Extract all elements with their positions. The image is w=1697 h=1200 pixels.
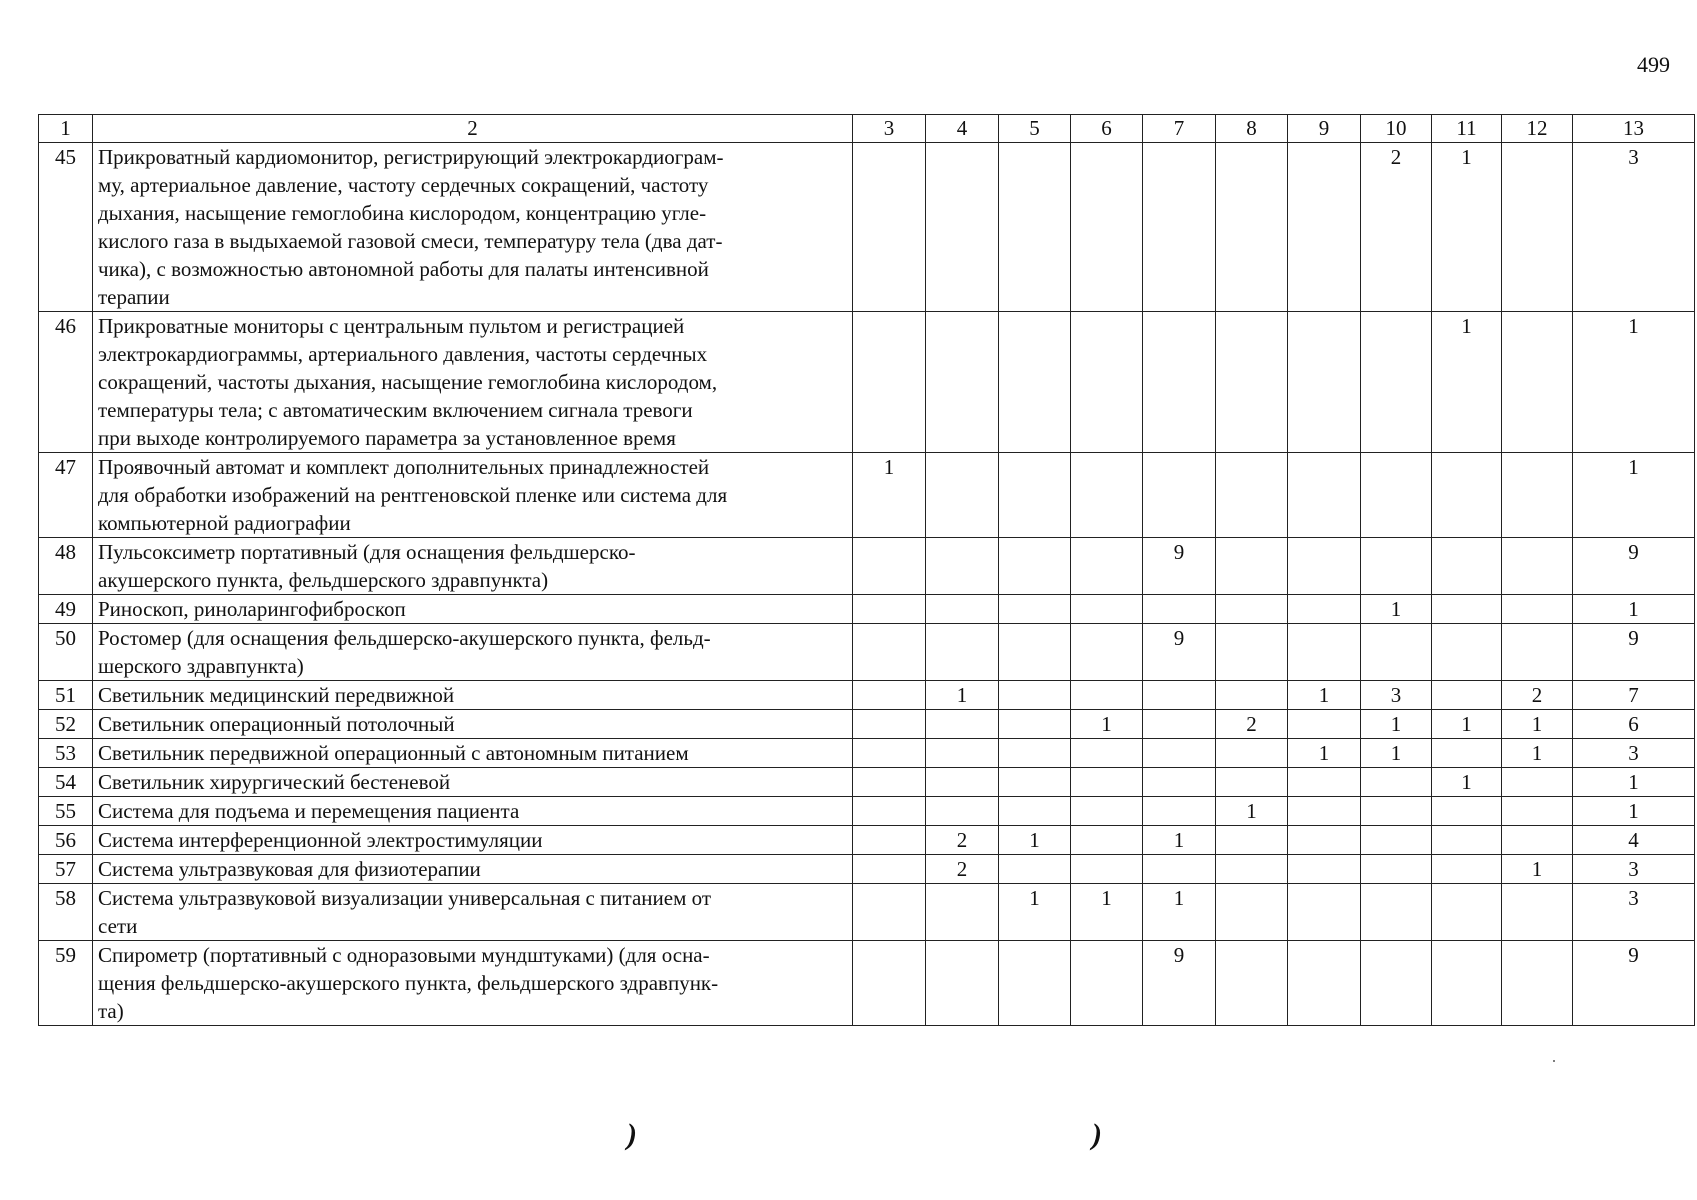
- row-number: 57: [39, 855, 93, 884]
- quantity-cell: [999, 739, 1071, 768]
- quantity-cell: [1288, 143, 1361, 312]
- description-line: Проявочный автомат и комплект дополнительных принадлежностей: [98, 455, 710, 479]
- quantity-cell: [1288, 312, 1361, 453]
- quantity-cell: 1: [999, 826, 1071, 855]
- quantity-cell: [999, 710, 1071, 739]
- quantity-cell: [1432, 538, 1502, 595]
- description-line: щения фельдшерско-акушерского пункта, фельдшерского здравпунк-: [98, 971, 719, 995]
- table-body: [39, 143, 1695, 1026]
- quantity-cell: [1071, 453, 1143, 538]
- quantity-cell: 2: [926, 855, 999, 884]
- quantity-cell: 1: [1071, 710, 1143, 739]
- quantity-cell: [1143, 710, 1216, 739]
- column-number-header: 10: [1361, 115, 1432, 143]
- quantity-cell: [999, 453, 1071, 538]
- description-line: компьютерной радиографии: [98, 511, 351, 535]
- quantity-cell: [1143, 739, 1216, 768]
- total-quantity-cell: 1: [1573, 768, 1695, 797]
- column-number-header: 2: [93, 115, 853, 143]
- column-number-header: 8: [1216, 115, 1288, 143]
- quantity-cell: [1361, 538, 1432, 595]
- description-line: акушерского пункта, фельдшерского здравпункта): [98, 568, 549, 592]
- equipment-table: [38, 114, 1695, 1026]
- quantity-cell: [1288, 884, 1361, 941]
- table-row: [39, 855, 1695, 884]
- row-number: 54: [39, 768, 93, 797]
- table-row: [39, 941, 1695, 1026]
- quantity-cell: [1216, 855, 1288, 884]
- quantity-cell: [926, 739, 999, 768]
- quantity-cell: 1: [1432, 143, 1502, 312]
- description-line: Светильник хирургический бестеневой: [98, 770, 451, 794]
- quantity-cell: [926, 453, 999, 538]
- quantity-cell: 3: [1361, 681, 1432, 710]
- equipment-description: [93, 595, 853, 624]
- column-number-header: 7: [1143, 115, 1216, 143]
- quantity-cell: [1071, 826, 1143, 855]
- quantity-cell: [999, 538, 1071, 595]
- description-line: му, артериальное давление, частоту сердечных сокращений, частоту: [98, 173, 709, 197]
- quantity-cell: 1: [999, 884, 1071, 941]
- quantity-cell: [1432, 884, 1502, 941]
- total-quantity-cell: 1: [1573, 453, 1695, 538]
- quantity-cell: [999, 595, 1071, 624]
- column-number-header: 12: [1502, 115, 1573, 143]
- quantity-cell: [853, 143, 926, 312]
- table-row: [39, 797, 1695, 826]
- quantity-cell: [1216, 624, 1288, 681]
- equipment-description: [93, 681, 853, 710]
- quantity-cell: [1502, 595, 1573, 624]
- quantity-cell: [1502, 826, 1573, 855]
- quantity-cell: [1143, 312, 1216, 453]
- total-quantity-cell: 1: [1573, 797, 1695, 826]
- total-quantity-cell: 9: [1573, 941, 1695, 1026]
- quantity-cell: [1071, 768, 1143, 797]
- table-row: [39, 624, 1695, 681]
- equipment-description: [93, 453, 853, 538]
- quantity-cell: [1361, 941, 1432, 1026]
- description-line: терапии: [98, 285, 170, 309]
- quantity-cell: 1: [1361, 710, 1432, 739]
- equipment-description: [93, 710, 853, 739]
- quantity-cell: [853, 739, 926, 768]
- total-quantity-cell: 4: [1573, 826, 1695, 855]
- quantity-cell: 1: [853, 453, 926, 538]
- quantity-cell: [999, 855, 1071, 884]
- quantity-cell: [853, 710, 926, 739]
- quantity-cell: [1361, 884, 1432, 941]
- quantity-cell: 2: [926, 826, 999, 855]
- row-number: 49: [39, 595, 93, 624]
- description-line: Светильник операционный потолочный: [98, 712, 455, 736]
- quantity-cell: [1288, 710, 1361, 739]
- quantity-cell: [1216, 595, 1288, 624]
- total-quantity-cell: 6: [1573, 710, 1695, 739]
- table-row: [39, 681, 1695, 710]
- equipment-description: [93, 884, 853, 941]
- quantity-cell: [1288, 595, 1361, 624]
- quantity-cell: [1071, 681, 1143, 710]
- quantity-cell: [1143, 797, 1216, 826]
- quantity-cell: 1: [1432, 710, 1502, 739]
- column-number-header: 6: [1071, 115, 1143, 143]
- quantity-cell: [999, 768, 1071, 797]
- table-row: [39, 538, 1695, 595]
- quantity-cell: [1361, 826, 1432, 855]
- quantity-cell: [1216, 312, 1288, 453]
- quantity-cell: [999, 624, 1071, 681]
- quantity-cell: [853, 941, 926, 1026]
- quantity-cell: 1: [1502, 710, 1573, 739]
- quantity-cell: 1: [1432, 768, 1502, 797]
- quantity-cell: 9: [1143, 941, 1216, 1026]
- column-number-header: 3: [853, 115, 926, 143]
- quantity-cell: 2: [1361, 143, 1432, 312]
- quantity-cell: [853, 312, 926, 453]
- quantity-cell: [1502, 143, 1573, 312]
- equipment-description: [93, 768, 853, 797]
- quantity-cell: [1502, 538, 1573, 595]
- description-line: Система интерференционной электростимуляции: [98, 828, 543, 852]
- quantity-cell: [1432, 797, 1502, 826]
- equipment-description: [93, 739, 853, 768]
- quantity-cell: [1432, 624, 1502, 681]
- quantity-cell: [926, 768, 999, 797]
- quantity-cell: [1502, 941, 1573, 1026]
- equipment-description: [93, 312, 853, 453]
- quantity-cell: [1143, 855, 1216, 884]
- quantity-cell: [1216, 826, 1288, 855]
- equipment-description: [93, 941, 853, 1026]
- column-number-header: 5: [999, 115, 1071, 143]
- total-quantity-cell: 9: [1573, 624, 1695, 681]
- quantity-cell: 1: [1143, 826, 1216, 855]
- quantity-cell: [1288, 797, 1361, 826]
- quantity-cell: [926, 143, 999, 312]
- description-line: Светильник передвижной операционный с автономным питанием: [98, 741, 689, 765]
- quantity-cell: [853, 855, 926, 884]
- quantity-cell: [926, 797, 999, 826]
- table-row: [39, 884, 1695, 941]
- quantity-cell: [1361, 312, 1432, 453]
- description-line: сети: [98, 914, 138, 938]
- quantity-cell: [1502, 884, 1573, 941]
- quantity-cell: [1288, 941, 1361, 1026]
- quantity-cell: [853, 595, 926, 624]
- quantity-cell: 1: [1288, 681, 1361, 710]
- row-number: 59: [39, 941, 93, 1026]
- quantity-cell: [1071, 941, 1143, 1026]
- quantity-cell: [1432, 681, 1502, 710]
- quantity-cell: 1: [1361, 595, 1432, 624]
- row-number: 51: [39, 681, 93, 710]
- total-quantity-cell: 3: [1573, 143, 1695, 312]
- quantity-cell: [853, 826, 926, 855]
- total-quantity-cell: 3: [1573, 739, 1695, 768]
- quantity-cell: [1288, 855, 1361, 884]
- quantity-cell: [1216, 884, 1288, 941]
- quantity-cell: [926, 710, 999, 739]
- quantity-cell: [999, 143, 1071, 312]
- column-number-header: 13: [1573, 115, 1695, 143]
- quantity-cell: 1: [1502, 739, 1573, 768]
- quantity-cell: [1288, 453, 1361, 538]
- quantity-cell: [1071, 312, 1143, 453]
- description-line: дыхания, насыщение гемоглобина кислородом, концентрацию угле-: [98, 201, 707, 225]
- quantity-cell: [1361, 855, 1432, 884]
- total-quantity-cell: 3: [1573, 855, 1695, 884]
- quantity-cell: [1288, 624, 1361, 681]
- quantity-cell: 9: [1143, 624, 1216, 681]
- description-line: шерского здравпункта): [98, 654, 304, 678]
- row-number: 46: [39, 312, 93, 453]
- quantity-cell: [1216, 538, 1288, 595]
- quantity-cell: [999, 312, 1071, 453]
- quantity-cell: [1361, 624, 1432, 681]
- table-row: [39, 826, 1695, 855]
- description-line: Пульсоксиметр портативный (для оснащения фельдшерско-: [98, 540, 636, 564]
- quantity-cell: [1216, 143, 1288, 312]
- row-number: 58: [39, 884, 93, 941]
- quantity-cell: [1432, 941, 1502, 1026]
- quantity-cell: [853, 797, 926, 826]
- equipment-description: [93, 624, 853, 681]
- quantity-cell: 1: [1143, 884, 1216, 941]
- quantity-cell: [926, 595, 999, 624]
- quantity-cell: [1361, 797, 1432, 826]
- quantity-cell: [1502, 453, 1573, 538]
- quantity-cell: [1216, 768, 1288, 797]
- table-row: [39, 595, 1695, 624]
- quantity-cell: [1502, 624, 1573, 681]
- quantity-cell: [999, 941, 1071, 1026]
- description-line: та): [98, 999, 124, 1023]
- description-line: Система ультразвуковой визуализации универсальная с питанием от: [98, 886, 712, 910]
- quantity-cell: [1143, 595, 1216, 624]
- total-quantity-cell: 3: [1573, 884, 1695, 941]
- quantity-cell: [926, 624, 999, 681]
- description-line: Риноскоп, риноларингофиброскоп: [98, 597, 406, 621]
- page-number: 499: [1637, 52, 1670, 77]
- stray-mark: ): [627, 1118, 637, 1151]
- equipment-description: [93, 797, 853, 826]
- quantity-cell: 1: [1071, 884, 1143, 941]
- description-line: сокращений, частоты дыхания, насыщение гемоглобина кислородом,: [98, 370, 718, 394]
- description-line: при выходе контролируемого параметра за установленное время: [98, 426, 676, 450]
- row-number: 48: [39, 538, 93, 595]
- description-line: для обработки изображений на рентгеновской пленке или система для: [98, 483, 728, 507]
- quantity-cell: [1288, 538, 1361, 595]
- table-row: [39, 453, 1695, 538]
- quantity-cell: [853, 538, 926, 595]
- speck-mark: [1553, 1060, 1555, 1062]
- stray-mark: ): [1092, 1118, 1102, 1151]
- quantity-cell: 9: [1143, 538, 1216, 595]
- quantity-cell: [1432, 855, 1502, 884]
- quantity-cell: [1432, 595, 1502, 624]
- quantity-cell: [1432, 453, 1502, 538]
- quantity-cell: [1071, 855, 1143, 884]
- total-quantity-cell: 7: [1573, 681, 1695, 710]
- row-number: 52: [39, 710, 93, 739]
- description-line: Спирометр (портативный с одноразовыми мундштуками) (для осна-: [98, 943, 710, 967]
- quantity-cell: [1216, 941, 1288, 1026]
- description-line: Система ультразвуковая для физиотерапии: [98, 857, 481, 881]
- description-line: чика), с возможностью автономной работы для палаты интенсивной: [98, 257, 709, 281]
- equipment-description: [93, 855, 853, 884]
- quantity-cell: [926, 312, 999, 453]
- description-line: Прикроватные мониторы с центральным пультом и регистрацией: [98, 314, 685, 338]
- quantity-cell: [1216, 453, 1288, 538]
- column-number-header: 1: [39, 115, 93, 143]
- quantity-cell: 1: [1502, 855, 1573, 884]
- row-number: 47: [39, 453, 93, 538]
- table-row: [39, 143, 1695, 312]
- table-row: [39, 312, 1695, 453]
- quantity-cell: [1502, 768, 1573, 797]
- quantity-cell: [926, 538, 999, 595]
- description-line: Ростомер (для оснащения фельдшерско-акушерского пункта, фельд-: [98, 626, 711, 650]
- quantity-cell: [1071, 143, 1143, 312]
- row-number: 45: [39, 143, 93, 312]
- quantity-cell: [1071, 624, 1143, 681]
- quantity-cell: [1143, 143, 1216, 312]
- quantity-cell: 1: [1432, 312, 1502, 453]
- equipment-description: [93, 538, 853, 595]
- quantity-cell: [1071, 538, 1143, 595]
- quantity-cell: [926, 941, 999, 1026]
- quantity-cell: [1288, 826, 1361, 855]
- quantity-cell: [1361, 768, 1432, 797]
- quantity-cell: [1216, 739, 1288, 768]
- row-number: 55: [39, 797, 93, 826]
- quantity-cell: [1143, 453, 1216, 538]
- quantity-cell: [926, 884, 999, 941]
- table-row: [39, 768, 1695, 797]
- quantity-cell: [1071, 595, 1143, 624]
- quantity-cell: [1143, 768, 1216, 797]
- description-line: Светильник медицинский передвижной: [98, 683, 455, 707]
- quantity-cell: [853, 768, 926, 797]
- quantity-cell: [1361, 453, 1432, 538]
- quantity-cell: [853, 884, 926, 941]
- quantity-cell: [1143, 681, 1216, 710]
- quantity-cell: [1432, 739, 1502, 768]
- column-number-header: 4: [926, 115, 999, 143]
- row-number: 56: [39, 826, 93, 855]
- row-number: 50: [39, 624, 93, 681]
- description-line: Система для подъема и перемещения пациента: [98, 799, 520, 823]
- quantity-cell: [853, 681, 926, 710]
- row-number: 53: [39, 739, 93, 768]
- total-quantity-cell: 1: [1573, 312, 1695, 453]
- description-line: электрокардиограммы, артериального давления, частоты сердечных: [98, 342, 708, 366]
- quantity-cell: [999, 797, 1071, 826]
- description-line: Прикроватный кардиомонитор, регистрирующий электрокардиограм-: [98, 145, 724, 169]
- quantity-cell: 1: [926, 681, 999, 710]
- table-row: [39, 710, 1695, 739]
- total-quantity-cell: 1: [1573, 595, 1695, 624]
- quantity-cell: 1: [1361, 739, 1432, 768]
- quantity-cell: [999, 681, 1071, 710]
- quantity-cell: [1432, 826, 1502, 855]
- column-number-header: 9: [1288, 115, 1361, 143]
- quantity-cell: [1288, 768, 1361, 797]
- quantity-cell: [1502, 312, 1573, 453]
- quantity-cell: 1: [1216, 797, 1288, 826]
- total-quantity-cell: 9: [1573, 538, 1695, 595]
- quantity-cell: 2: [1502, 681, 1573, 710]
- quantity-cell: [1216, 681, 1288, 710]
- quantity-cell: [1502, 797, 1573, 826]
- quantity-cell: 2: [1216, 710, 1288, 739]
- table-row: [39, 739, 1695, 768]
- quantity-cell: [853, 624, 926, 681]
- column-number-header: 11: [1432, 115, 1502, 143]
- quantity-cell: [1071, 739, 1143, 768]
- equipment-description: [93, 826, 853, 855]
- description-line: температуры тела; с автоматическим включением сигнала тревоги: [98, 398, 693, 422]
- quantity-cell: [1071, 797, 1143, 826]
- quantity-cell: 1: [1288, 739, 1361, 768]
- column-number-header-row: [39, 115, 1695, 143]
- description-line: кислого газа в выдыхаемой газовой смеси, температуру тела (два дат-: [98, 229, 723, 253]
- equipment-description: [93, 143, 853, 312]
